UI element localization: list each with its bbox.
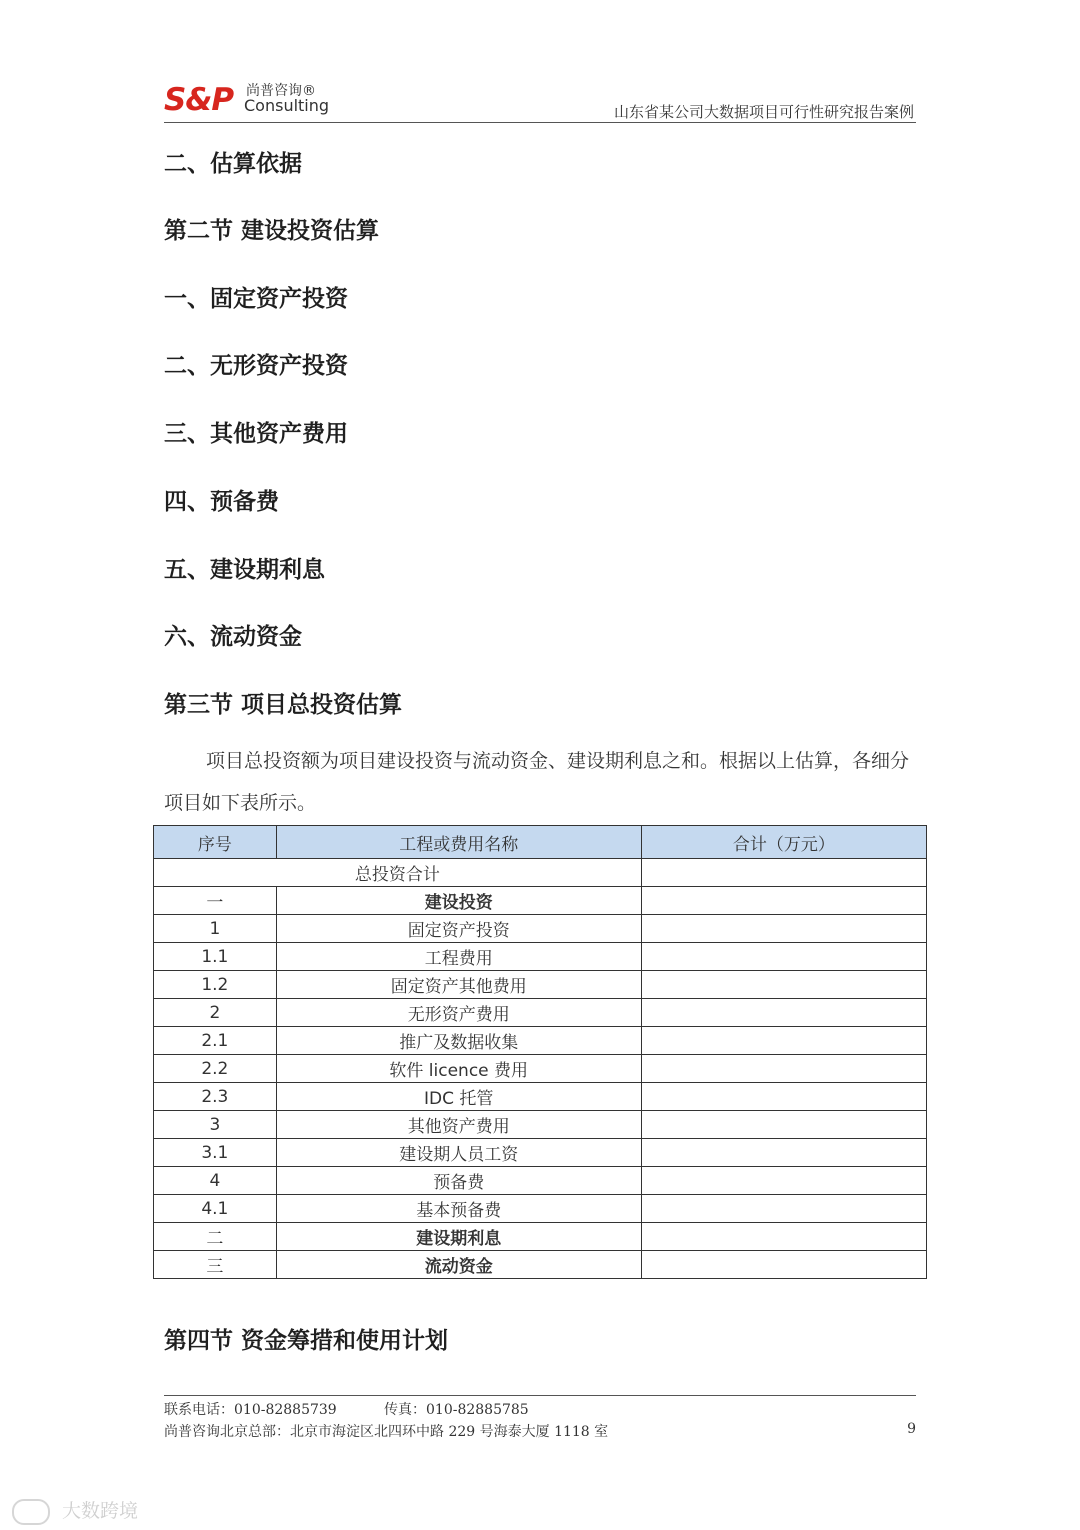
table-row [154, 1055, 927, 1083]
row-name: 预备费 [276, 1167, 641, 1195]
table-row [154, 1111, 927, 1139]
row-total [641, 1055, 926, 1083]
heading-section-4: 第四节 资金筹措和使用计划 [164, 1328, 449, 1354]
row-total [641, 1083, 926, 1111]
header-divider [164, 122, 916, 123]
watermark-logo-icon [12, 1499, 50, 1525]
heading-interest: 五、建设期利息 [164, 557, 325, 583]
row-total [641, 1167, 926, 1195]
table-row [154, 1139, 927, 1167]
footer-divider [164, 1395, 916, 1396]
row-no: 3.1 [154, 1139, 277, 1167]
row-no: 2.3 [154, 1083, 277, 1111]
col-header-total: 合计（万元） [641, 826, 926, 859]
row-name: 建设期利息 [276, 1223, 641, 1251]
heading-intangible-assets: 二、无形资产投资 [164, 353, 348, 379]
row-total [641, 1111, 926, 1139]
row-name: 无形资产费用 [276, 999, 641, 1027]
table-row [154, 887, 927, 915]
row-total [641, 1139, 926, 1167]
table-row [154, 915, 927, 943]
row-no: 2.1 [154, 1027, 277, 1055]
investment-table [153, 825, 927, 1279]
table-row [154, 999, 927, 1027]
heading-estimation-basis: 二、估算依据 [164, 151, 302, 177]
grand-total-value [641, 859, 926, 887]
row-name: 推广及数据收集 [276, 1027, 641, 1055]
row-name: 基本预备费 [276, 1195, 641, 1223]
row-total [641, 999, 926, 1027]
table-row [154, 1167, 927, 1195]
row-no: 三 [154, 1251, 277, 1279]
footer-fax: 传真：010-82885785 [384, 1402, 529, 1418]
table-row [154, 1083, 927, 1111]
watermark [12, 1496, 138, 1525]
col-header-name: 工程或费用名称 [276, 826, 641, 859]
row-total [641, 1195, 926, 1223]
watermark-text: 大数跨境 [62, 1500, 139, 1522]
row-name: 建设投资 [276, 887, 641, 915]
table-row [154, 943, 927, 971]
heading-fixed-assets: 一、固定资产投资 [164, 286, 348, 312]
row-no: 2 [154, 999, 277, 1027]
heading-section-3: 第三节 项目总投资估算 [164, 692, 403, 718]
logo-english-name: Consulting [244, 96, 330, 115]
table-row [154, 1223, 927, 1251]
table-row [154, 1195, 927, 1223]
heading-working-capital: 六、流动资金 [164, 624, 302, 650]
row-name: 流动资金 [276, 1251, 641, 1279]
row-total [641, 887, 926, 915]
logo-chinese-name: 尚普咨询® [246, 83, 316, 99]
row-total [641, 1223, 926, 1251]
table-row [154, 1027, 927, 1055]
row-name: 固定资产其他费用 [276, 971, 641, 999]
footer-address: 尚普咨询北京总部：北京市海淀区北四环中路 229 号海泰大厦 1118 室 [164, 1424, 609, 1440]
footer-phone: 联系电话：010-82885739 [164, 1402, 337, 1418]
heading-other-assets: 三、其他资产费用 [164, 421, 348, 447]
row-total [641, 1027, 926, 1055]
page-number: 9 [907, 1421, 916, 1437]
row-no: 1.2 [154, 971, 277, 999]
row-total [641, 1251, 926, 1279]
row-no: 4 [154, 1167, 277, 1195]
row-total [641, 915, 926, 943]
paragraph-text: 项目总投资额为项目建设投资与流动资金、建设期利息之和。根据以上估算，各细分项目如下表所示。 [164, 750, 910, 814]
row-name: IDC 托管 [276, 1083, 641, 1111]
row-no: 3 [154, 1111, 277, 1139]
body-paragraph [164, 740, 916, 824]
logo-mark: S&P [164, 82, 234, 118]
row-name: 工程费用 [276, 943, 641, 971]
row-no: 2.2 [154, 1055, 277, 1083]
table-row [154, 1251, 927, 1279]
row-name: 建设期人员工资 [276, 1139, 641, 1167]
report-title: 山东省某公司大数据项目可行性研究报告案例 [613, 103, 914, 121]
row-no: 4.1 [154, 1195, 277, 1223]
grand-total-label: 总投资合计 [154, 859, 642, 887]
table-header-row [154, 826, 927, 859]
col-header-no: 序号 [154, 826, 277, 859]
table-row [154, 971, 927, 999]
row-no: 1.1 [154, 943, 277, 971]
row-total [641, 971, 926, 999]
row-no: 1 [154, 915, 277, 943]
table-row-grand-total [154, 859, 927, 887]
row-name: 软件 licence 费用 [276, 1055, 641, 1083]
row-no: 一 [154, 887, 277, 915]
heading-contingency: 四、预备费 [164, 489, 279, 515]
row-name: 固定资产投资 [276, 915, 641, 943]
heading-section-2: 第二节 建设投资估算 [164, 218, 380, 244]
row-total [641, 943, 926, 971]
row-no: 二 [154, 1223, 277, 1251]
row-name: 其他资产费用 [276, 1111, 641, 1139]
